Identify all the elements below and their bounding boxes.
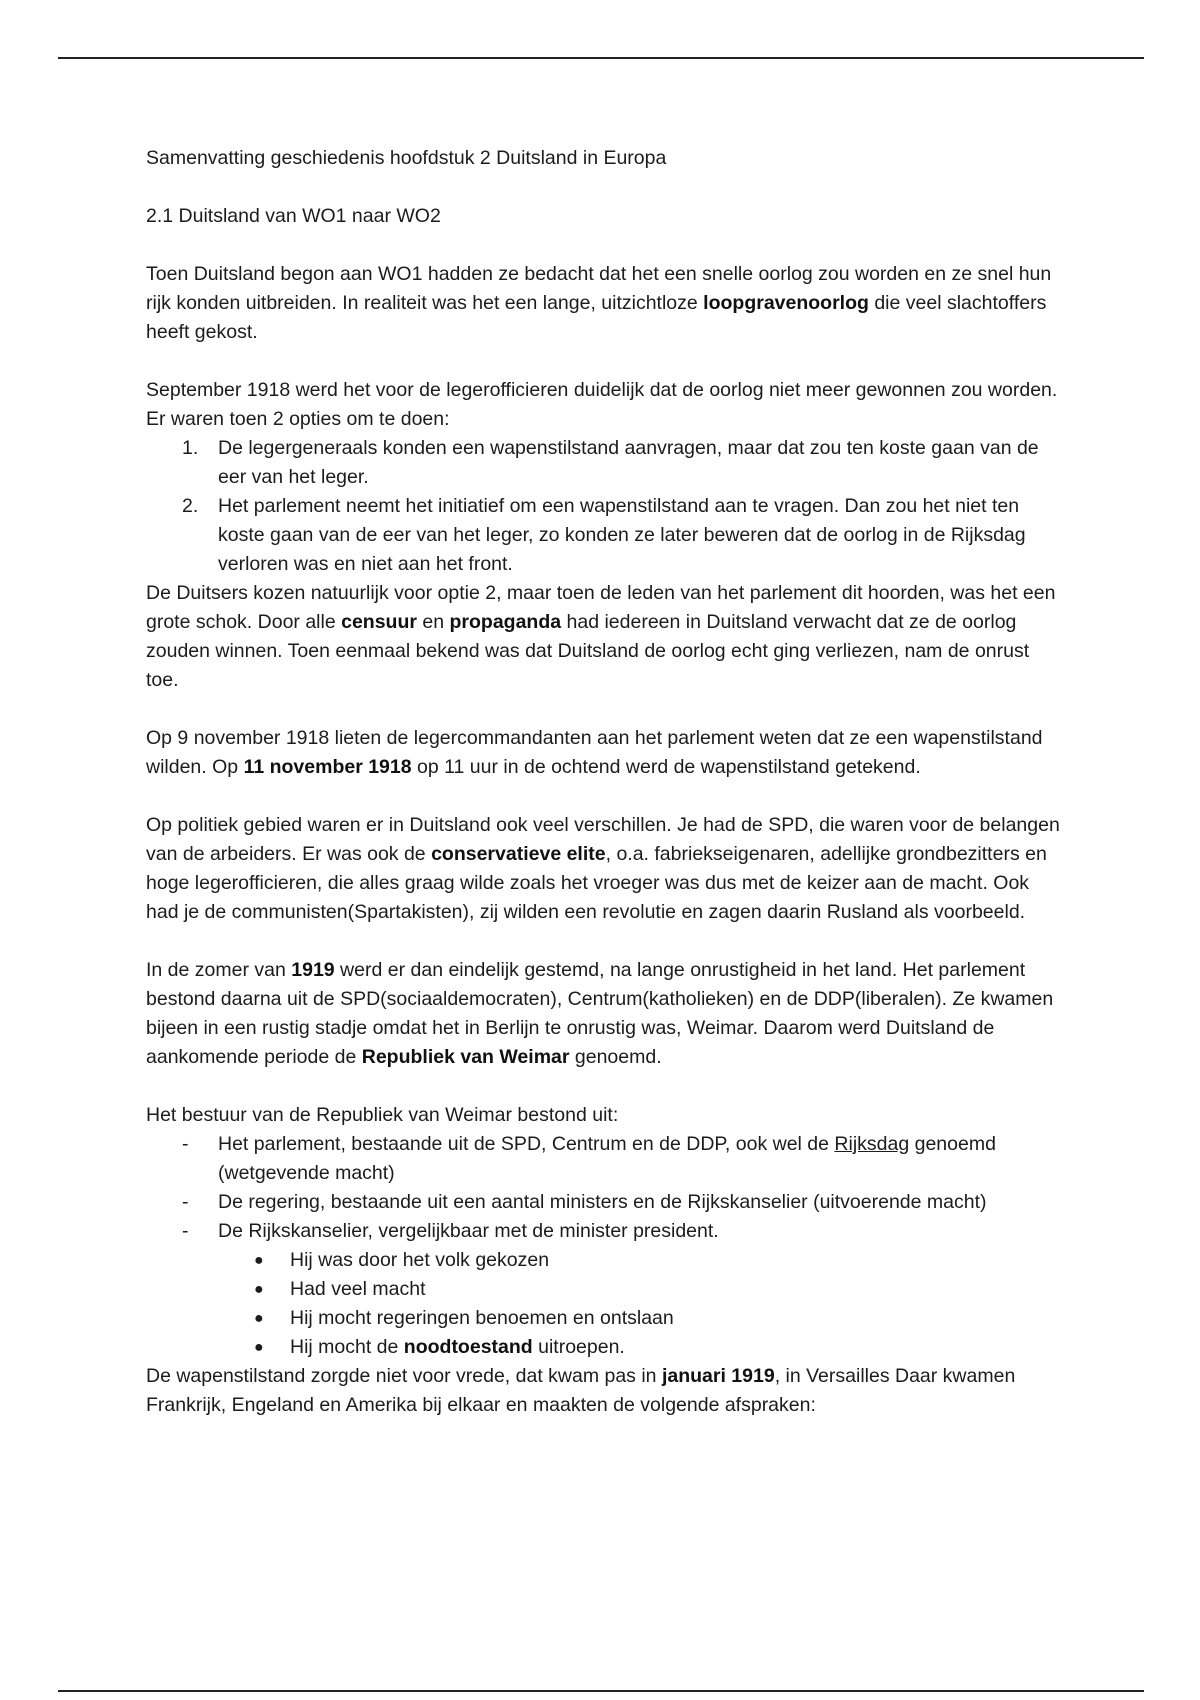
bestuur-list <box>146 1130 1066 1362</box>
dash-marker: - <box>182 1220 189 1242</box>
paragraph-optie-2: De Duitsers kozen natuurlijk voor optie 2, maar toen de leden van het parlement dit hoorden, was het een grote schok. Door alle censuur en propaganda had iedereen in Duitsland verwacht dat ze de oorlog zouden winnen. Toen eenmaal bekend was dat Duitsland de oorlog echt ging verliezen, nam de onrust toe. <box>146 582 1056 691</box>
bestuur-item-parlement: - Het parlement, bestaande uit de SPD, Centrum en de DDP, ook wel de Rijksdag genoemd (wetgevende macht) <box>218 1130 1066 1188</box>
term-loopgravenoorlog: loopgravenoorlog <box>703 292 869 314</box>
dash-marker: - <box>182 1133 189 1155</box>
kanselier-list <box>218 1246 1066 1362</box>
term-januari-1919: januari 1919 <box>661 1365 775 1387</box>
kanselier-item: ● Hij mocht regeringen benoemen en ontslaan <box>290 1304 1066 1333</box>
paragraph-zomer-1919: In de zomer van 1919 werd er dan eindelijk gestemd, na lange onrustigheid in het land. Het parlement bestond daarna uit de SPD(sociaaldemocraten), Centrum(katholieken) en de DDP(liberalen). Ze kwamen bijeen in een rustig stadje omdat het in Berlijn te onrustig was, Weimar. Daarom werd Duitsland de aankomende periode de Republiek van Weimar genoemd. <box>146 959 1054 1068</box>
section-heading: 2.1 Duitsland van WO1 naar WO2 <box>146 205 441 227</box>
paragraph-politiek: Op politiek gebied waren er in Duitsland ook veel verschillen. Je had de SPD, die waren voor de belangen van de arbeiders. Er was ook de conservatieve elite, o.a. fabriekseigenaren, adellijke grondbezitters en hoge legerofficieren, die alles graag wilde zoals het vroeger was dus met de keizer aan de macht. Ook had je de communisten(Spartakisten), zij wilden een revolutie en zagen daarin Rusland als voorbeeld. <box>146 814 1060 923</box>
header-rule <box>58 57 1144 59</box>
paragraph-bestuur-intro: Het bestuur van de Republiek van Weimar bestond uit: <box>146 1104 619 1126</box>
bullet-icon: ● <box>254 1310 264 1327</box>
term-censuur: censuur <box>341 611 417 633</box>
bullet-icon: ● <box>254 1339 264 1356</box>
bestuur-item-rijkskanselier: - De Rijkskanselier, vergelijkbaar met de minister president. ● Hij was door het volk gekozen ● Had veel macht ● Hij mocht regeringen benoemen en ontslaan ● Hij mocht de noodtoestand uitroepen. <box>218 1217 1066 1362</box>
term-noodtoestand: noodtoestand <box>403 1336 533 1358</box>
dash-marker: - <box>182 1191 189 1213</box>
kanselier-item: ● Had veel macht <box>290 1275 1066 1304</box>
paragraph-november-1918: Op 9 november 1918 lieten de legercommandanten aan het parlement weten dat ze een wapenstilstand wilden. Op 11 november 1918 op 11 uur in de ochtend werd de wapenstilstand getekend. <box>146 727 1043 778</box>
kanselier-item: ● Hij was door het volk gekozen <box>290 1246 1066 1275</box>
term-conservatieve-elite: conservatieve elite <box>431 843 606 865</box>
document-body <box>146 144 1066 1420</box>
options-list <box>146 434 1066 579</box>
paragraph-versailles: De wapenstilstand zorgde niet voor vrede, dat kwam pas in januari 1919, in Versailles Daar kwamen Frankrijk, Engeland en Amerika bij elkaar en maakten de volgende afspraken: <box>146 1365 1016 1416</box>
term-1919: 1919 <box>291 959 335 981</box>
term-11-november-1918: 11 november 1918 <box>243 756 412 778</box>
footer-rule <box>58 1690 1144 1692</box>
document-title: Samenvatting geschiedenis hoofdstuk 2 Duitsland in Europa <box>146 147 667 169</box>
term-propaganda: propaganda <box>449 611 562 633</box>
paragraph-wo1: Toen Duitsland begon aan WO1 hadden ze bedacht dat het een snelle oorlog zou worden en ze snel hun rijk konden uitbreiden. In realiteit was het een lange, uitzichtloze loopgravenoorlog die veel slachtoffers heeft gekost. <box>146 263 1052 343</box>
option-item: De legergeneraals konden een wapenstilstand aanvragen, maar dat zou ten koste gaan van de eer van het leger. <box>218 437 1039 488</box>
bullet-icon: ● <box>254 1281 264 1298</box>
term-rijksdag: Rijksdag <box>834 1133 910 1155</box>
option-item: Het parlement neemt het initiatief om een wapenstilstand aan te vragen. Dan zou het niet ten koste gaan van de eer van het leger, zo konden ze later beweren dat de oorlog in de Rijksdag verloren was en niet aan het front. <box>218 495 1026 575</box>
bestuur-item-regering: - De regering, bestaande uit een aantal ministers en de Rijkskanselier (uitvoerende macht) <box>218 1188 1066 1217</box>
term-republiek-van-weimar: Republiek van Weimar <box>361 1046 570 1068</box>
kanselier-item: ● Hij mocht de noodtoestand uitroepen. <box>290 1333 1066 1362</box>
paragraph-september-1918: September 1918 werd het voor de legerofficieren duidelijk dat de oorlog niet meer gewonnen zou worden. Er waren toen 2 opties om te doen: <box>146 379 1058 430</box>
bullet-icon: ● <box>254 1252 264 1269</box>
